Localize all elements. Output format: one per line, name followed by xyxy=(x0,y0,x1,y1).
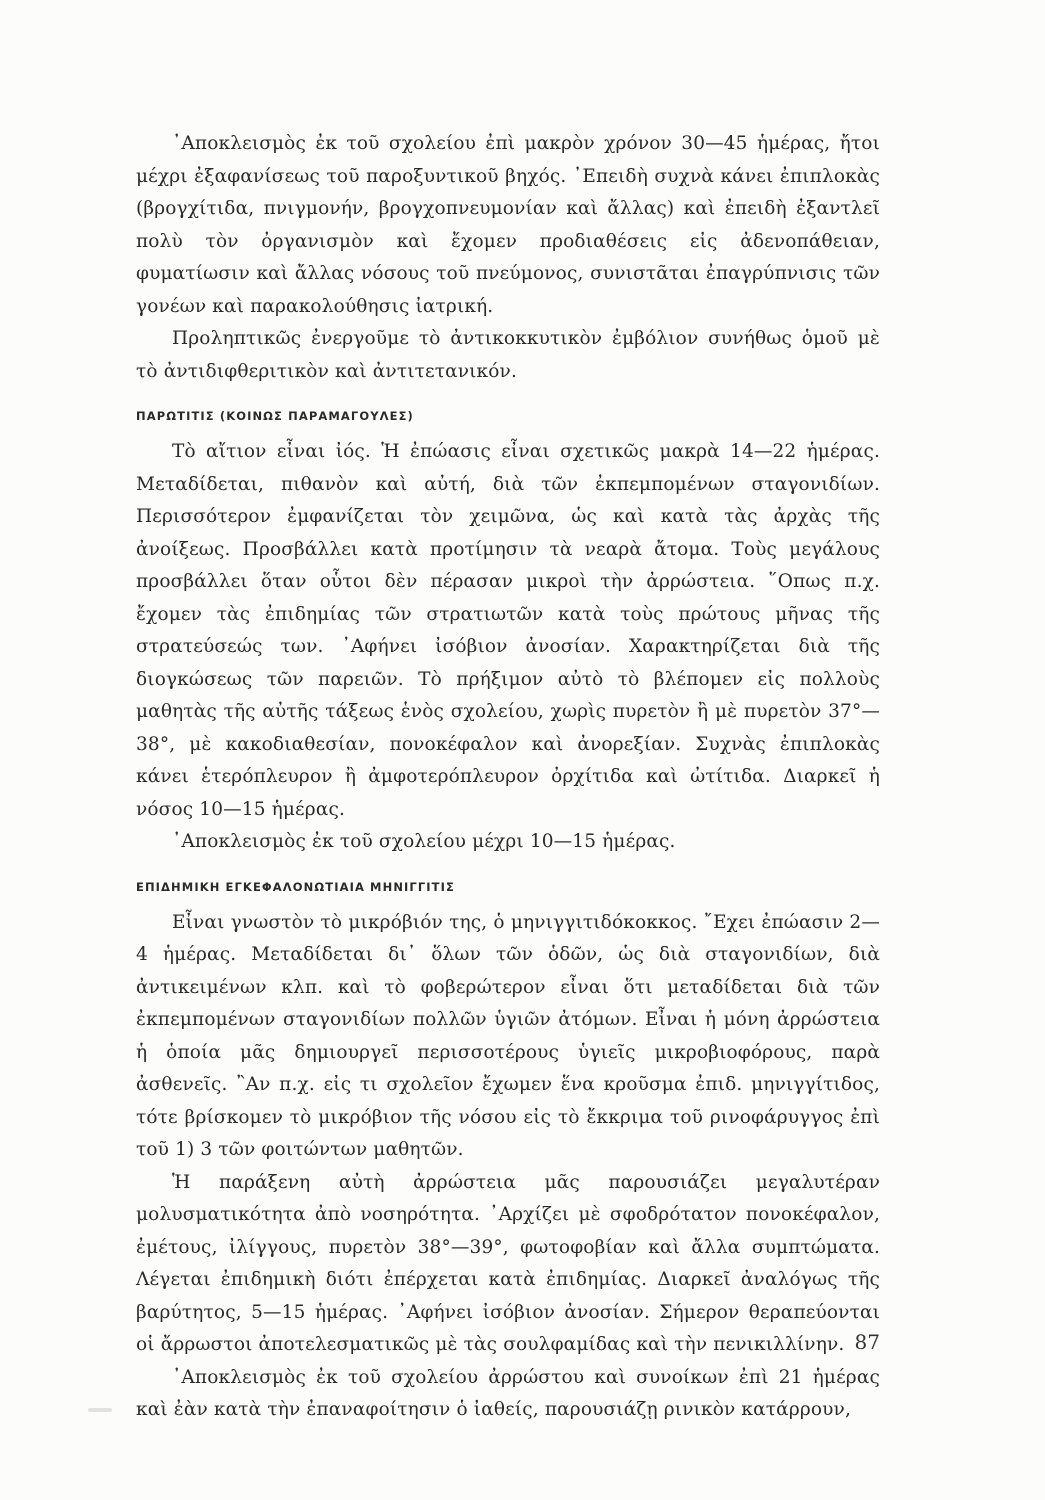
page-number: 87 xyxy=(854,1330,880,1354)
page-body xyxy=(136,128,880,1427)
body-paragraph-exclusion-pertussis: ᾿Αποκλεισμὸς ἐκ τοῦ σχολείου ἐπὶ μακρὸν χρόνον 30—45 ἡμέρας, ἤτοι μέχρι ἐξαφανίσεως τοῦ παροξυντικοῦ βηχός. ᾿Επειδὴ συχνὰ κάνει ἐπιπλοκὰς (βρογχίτιδα, πνιγμονήν, βρογχοπνευμονίαν καὶ ἄλλας) καὶ ἐπειδὴ ἐξαντλεῖ πολὺ τὸν ὀργανισμὸν καὶ ἔχομεν προδιαθέσεις εἰς ἀδενοπάθειαν, φυματίωσιν καὶ ἄλλας νόσους τοῦ πνεύμονος, συνιστᾶται ἐπαγρύπνισις τῶν γονέων καὶ παρακολούθησις ἰατρική. xyxy=(136,133,880,317)
body-paragraph-prevention: Προληπτικῶς ἐνεργοῦμε τὸ ἀντικοκκυτικὸν ἐμβόλιον συνήθως ὁμοῦ μὲ τὸ ἀντιδιφθεριτικὸν καὶ ἀντιτετανικόν. xyxy=(136,328,880,382)
body-paragraph-meningitis-cause: Εἶναι γνωστὸν τὸ μικρόβιόν της, ὁ μηνιγγιτιδόκοκκος. ῎Εχει ἐπώασιν 2—4 ἡμέρας. Μεταδίδεται δι᾿ ὅλων τῶν ὁδῶν, ὡς διὰ σταγονιδίων, διὰ ἀντικειμένων κλπ. καὶ τὸ φοβερώτερον εἶναι ὅτι μεταδίδεται διὰ τῶν ἐκπεμπομένων σταγονιδίων πολλῶν ὑγιῶν ἀτόμων. Εἶναι ἡ μόνη ἀρρώστεια ἡ ὁποία μᾶς δημιουργεῖ περισσοτέρους ὑγιεῖς μικροβιοφόρους, παρὰ ἀσθενεῖς. ῍Αν π.χ. εἰς τι σχολεῖον ἔχωμεν ἕνα κροῦσμα ἐπιδ. μηνιγγίτιδος, τότε βρίσκομεν τὸ μικρόβιον τῆς νόσου εἰς τὸ ἔκκριμα τοῦ ρινοφάρυγγος ἐπὶ τοῦ 1) 3 τῶν φοιτώντων μαθητῶν. xyxy=(136,911,880,1160)
body-paragraph-exclusion-meningitis: ᾿Αποκλεισμὸς ἐκ τοῦ σχολείου ἀρρώστου καὶ συνοίκων ἐπὶ 21 ἡμέρας καὶ ἐὰν κατὰ τὴν ἐπαναφοίτησιν ὁ ἰαθείς, παρουσιάζῃ ρινικὸν κατάρρουν, xyxy=(136,1366,880,1420)
body-paragraph-exclusion-parotitis: ᾿Αποκλεισμὸς ἐκ τοῦ σχολείου μέχρι 10—15 ἡμέρας. xyxy=(172,831,676,852)
body-paragraph-parotitis: Τὸ αἴτιον εἶναι ἰός. Ἡ ἐπώασις εἶναι σχετικῶς μακρὰ 14—22 ἡμέρας. Μεταδίδεται, πιθανὸν καὶ αὐτή, διὰ τῶν ἐκπεμπομένων σταγονιδίων. Περισσότερον ἐμφανίζεται τὸν χειμῶνα, ὡς καὶ κατὰ τὰς ἀρχὰς τῆς ἀνοίξεως. Προσβάλλει κατὰ προτίμησιν τὰ νεαρὰ ἄτομα. Τοὺς μεγάλους προσβάλλει ὅταν οὗτοι δὲν πέρασαν μικροὶ τὴν ἀρρώστεια. ῞Οπως π.χ. ἔχομεν τὰς ἐπιδημίας τῶν στρατιωτῶν κατὰ τοὺς πρώτους μῆνας τῆς στρατεύσεώς των. ᾿Αφήνει ἰσόβιον ἀνοσίαν. Χαρακτηρίζεται διὰ τῆς διογκώσεως τῶν παρειῶν. Τὸ πρήξιμον αὐτὸ τὸ βλέπομεν εἰς πολλοὺς μαθητὰς τῆς αὐτῆς τάξεως ἑνὸς σχολείου, χωρὶς πυρετὸν ἢ μὲ πυρετὸν 37°—38°, μὲ κακοδιαθεσίαν, πονοκέφαλον καὶ ἀνορεξίαν. Συχνὰς ἐπιπλοκὰς κάνει ἑτερόπλευρον ἢ ἀμφοτερόπλευρον ὀρχίτιδα καὶ ὠτίτιδα. Διαρκεῖ ἡ νόσος 10—15 ἡμέρας. xyxy=(136,441,880,820)
scan-smudge xyxy=(88,1408,112,1412)
body-paragraph-meningitis-symptoms: Ἡ παράξενη αὐτὴ ἀρρώστεια μᾶς παρουσιάζει μεγαλυτέραν μολυσματικότητα ἀπὸ νοσηρότητα. ᾿Αρχίζει μὲ σφοδρότατον πονοκέφαλον, ἐμέτους, ἰλίγγους, πυρετὸν 38°—39°, φωτοφοβίαν καὶ ἄλλα συμπτώματα. Λέγεται ἐπιδημικὴ διότι ἐπέρχεται κατὰ ἐπιδημίας. Διαρκεῖ ἀναλόγως τῆς βαρύτητος, 5—15 ἡμέρας. ᾿Αφήνει ἰσόβιον ἀνοσίαν. Σήμερον θεραπεύονται οἱ ἄρρωστοι ἀποτελεσματικῶς μὲ τὰς σουλφαμίδας καὶ τὴν πενικιλλίνην. xyxy=(136,1171,880,1355)
section-heading-parotitis: ΠΑΡΩΤΙΤΙΣ (ΚΟΙΝΩΣ ΠΑΡΑΜΑΓΟΥΛΕΣ) xyxy=(136,409,414,423)
section-heading-meningitis: ΕΠΙΔΗΜΙΚΗ ΕΓΚΕΦΑΛΟΝΩΤΙΑΙΑ ΜΗΝΙΓΓΙΤΙΣ xyxy=(136,879,455,894)
